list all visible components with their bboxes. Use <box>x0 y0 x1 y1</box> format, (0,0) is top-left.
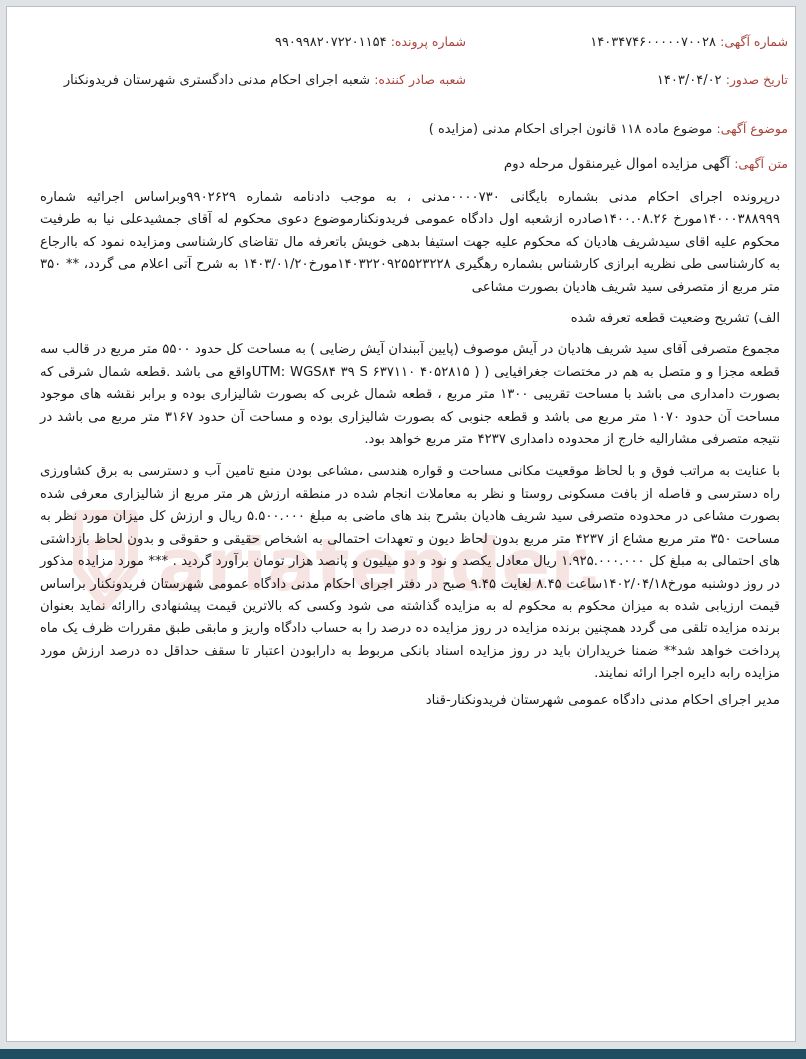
case-number-label: شماره پرونده: <box>390 34 466 49</box>
issuer-label: شعبه صادر کننده: <box>374 72 466 87</box>
ad-number <box>590 34 788 50</box>
ad-text-label: متن آگهی: <box>734 156 788 171</box>
issue-date-label: تاریخ صدور: <box>725 72 788 87</box>
issuer <box>64 72 466 88</box>
ad-subject-label: موضوع آگهی: <box>716 121 788 136</box>
ad-title: آگهی مزایده اموال غیرمنقول مرحله دوم <box>503 156 730 172</box>
section-heading-a: الف) تشریح وضعیت قطعه تعرفه شده <box>570 311 780 327</box>
ad-number-value: ۱۴۰۳۴۷۴۶۰۰۰۰۰۷۰۰۲۸ <box>590 35 716 50</box>
issue-date <box>657 72 788 88</box>
bottom-bar <box>0 1049 806 1059</box>
ad-subject <box>429 121 788 137</box>
ad-subject-value: موضوع ماده ۱۱۸ قانون اجرای احکام مدنی (مزایده ) <box>428 122 713 137</box>
ad-body <box>40 187 780 712</box>
case-number-value: ۹۹۰۹۹۸۲۰۷۲۲۰۱۱۵۴ <box>274 35 387 50</box>
issue-date-value: ۱۴۰۳/۰۴/۰۲ <box>656 73 722 88</box>
ad-number-label: شماره آگهی: <box>720 34 788 49</box>
paragraph-valuation-and-auction: با عنایت به مراتب فوق و با لحاظ موقعیت مکانی مساحت و قواره هندسی ،مشاعی بودن منبع تامین آب و دسترسی به برق کشاورزی راه دسترسی و فاصله از بافت مسکونی روستا و نظر به معاملات انجام شده در منطقه ارزش هر متر مربع از شالیزاری معرفی شده بصورت مشاعی در محدوده متصرفی سید شریف هادیان بشرح بند های ماضی به مبلغ ۵.۵۰۰.۰۰۰ ریال و ارزش کل میزان مورد نظر به مساحت ۳۵۰ متر مربع مشاع از ۴۲۳۷ متر مربع بدون لحاظ دیون و تعهدات احتمالی به اشخاص حقیقی و حقوقی و بدون لحاظ بازداشتی های احتمالی به مبلغ کل ۱.۹۲۵.۰۰۰.۰۰۰ ریال معادل یکصد و نود و دو میلیون و پانصد هزار تومان برآورد گردید . *** مورد مزایده مذکور در روز دوشنبه مورخ۱۴۰۲/۰۴/۱۸ساعت ۸.۴۵ لغایت ۹.۴۵ صبح در دفتر اجرای احکام مدنی دادگاه عمومی شهرستان فریدونکنار براساس قیمت ارزیابی شده به میزان محکوم به محکوم له به مزایده گذاشته می شود وکسی که بالاترین قیمت پیشنهادی راارائه نماید بعنوان برنده مزایده تلقی می گردد همچنین برنده مزایده در روز مزایده ده درصد را به حساب دادگاه واریز و مابقی طبق مقررات ظرف یک ماه پرداخت خواهد شد** ضمنا خریداران باید در روز مزایده اسناد بانکی مربوط به دارابودن اعتبار تا سقف حداقل ده درصد ارزش مورد مزایده رابه دایره اجرا ارائه نمایند. <box>40 464 781 682</box>
issuer-value: شعبه اجرای احکام مدنی دادگستری شهرستان فریدونکنار <box>63 73 371 88</box>
signature-line: مدیر اجرای احکام مدنی دادگاه عمومی شهرستان فریدونکنار-قناد <box>425 692 780 708</box>
paragraph-property-description: مجموع متصرفی آقای سید شریف هادیان در آیش موصوف (پایین آببندان آیش رضایی ) به مساحت کل حدود ۵۵۰۰ متر مربع در قالب سه قطعه مجزا و و متصل به هم در مختصات جغرافیایی ( ( UTM: WGS۸۴ ۳۹ S ۶۳۷۱۱۰ ۴۰۵۲۸۱۵واقع می باشد .قطعه شمال شرقی که بصورت دامداری می باشد با مساحت تقریبی ۱۳۰۰ متر مربع ، قطعه شمال غربی که بصورت شالیزاری بوده و برابر نقشه های موجود مساحت آن حدود ۱۰۷۰ متر مربع می باشد و قطعه جنوبی که بصورت شالیزاری بوده و مساحت آن حدود ۳۱۶۷ متر مربع می باشد در نتیجه متصرفی مشارالیه خارج از محدوده دامداری ۴۲۳۷ متر مربع خواهد بود. <box>40 342 781 448</box>
case-number <box>275 34 466 50</box>
paragraph-case-details: درپرونده اجرای احکام مدنی بشماره بایگانی ۰۰۰۰۷۳۰مدنی ، به موجب دادنامه شماره ۹۹۰۲۶۲۹وبراساس اجرائیه شماره ۱۴۰۰۰۳۸۸۹۹۹مورخ ۱۴۰۰.۰۸.۲۶صادره ازشعبه اول دادگاه عمومی فریدونکنارموضوع دعوی محکوم له آقای جمشیدعلی نیا به طرفیت محکوم علیه اقای سیدشریف هادیان که محکوم علیه جهت استیفا بدهی خویش باتعرفه مال تقاضای کارشناسی ومزایده نمود که باارجاع به کارشناسی طی نظریه ابرازی کارشناس بشماره رهگیری ۱۴۰۳۲۲۰۹۲۵۵۲۳۲۲۸مورخ۱۴۰۳/۰۱/۲۰ به شرح آتی اعلام می گردد، ** ۳۵۰ متر مربع از متصرفی سید شریف هادیان بصورت مشاعی <box>40 190 780 295</box>
ad-text-heading <box>504 156 788 172</box>
